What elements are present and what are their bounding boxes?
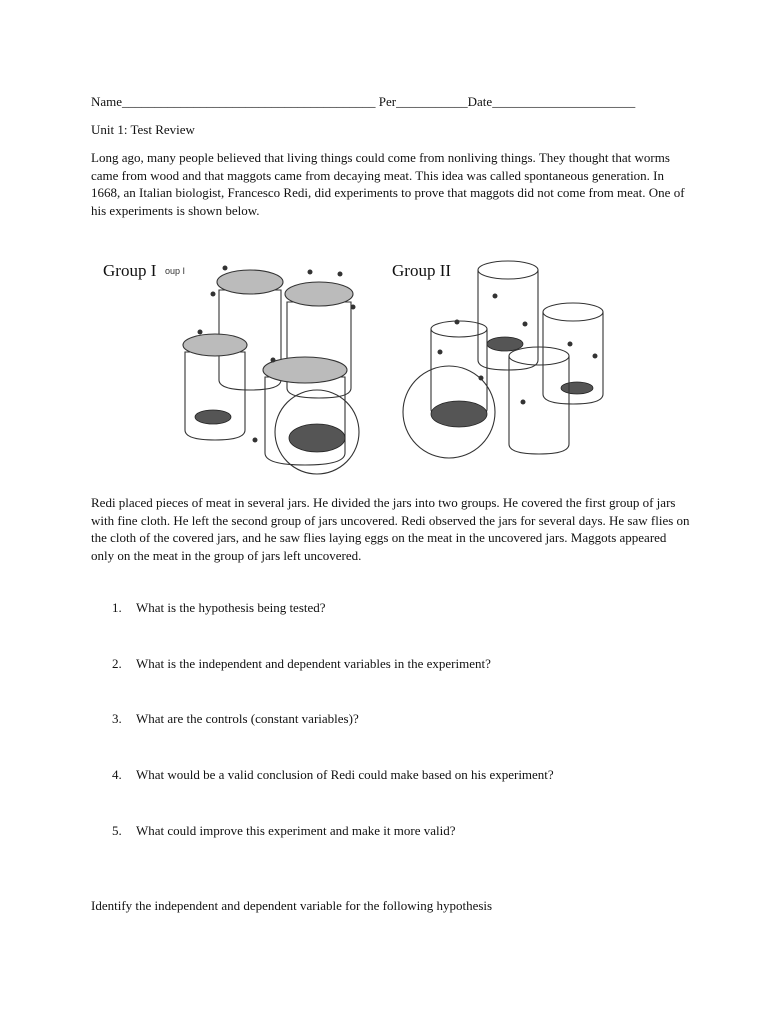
group1-label: Group I bbox=[103, 261, 157, 280]
per-blank[interactable]: ___________ bbox=[396, 94, 468, 109]
question-item bbox=[112, 767, 554, 823]
question-text: What is the hypothesis being tested? bbox=[136, 600, 326, 615]
question-number: 3. bbox=[112, 711, 122, 727]
per-label: Per bbox=[378, 94, 397, 109]
group1-stray-label: oup I bbox=[165, 266, 186, 276]
question-item bbox=[112, 656, 554, 712]
name-label: Name bbox=[91, 94, 123, 109]
question-item bbox=[112, 711, 554, 767]
question-list bbox=[112, 600, 554, 878]
question-item bbox=[112, 823, 554, 879]
date-blank[interactable]: ______________________ bbox=[492, 94, 636, 109]
redi-experiment-figure bbox=[95, 252, 695, 477]
question-number: 2. bbox=[112, 655, 122, 671]
intro-paragraph: Long ago, many people believed that living things could come from nonliving things. They thought that worms came from wood and that maggots came from decaying meat. This idea was called spontaneous generation. In 1668, an Italian biologist, Francesco Redi, did experiments to prove that maggots did not come from meat. One of his experiments is shown below. bbox=[91, 150, 685, 218]
question-item bbox=[112, 600, 554, 656]
question-text: What are the controls (constant variables)? bbox=[136, 711, 359, 727]
group2-label: Group II bbox=[392, 261, 452, 280]
header-line bbox=[91, 94, 635, 110]
question-text: What could improve this experiment and make it more valid? bbox=[136, 822, 456, 838]
group1-jars bbox=[183, 266, 359, 475]
question-number: 1. bbox=[112, 600, 122, 615]
unit-title: Unit 1: Test Review bbox=[91, 122, 195, 137]
question-text: What is the independent and dependent variables in the experiment? bbox=[136, 655, 491, 671]
name-blank[interactable]: _______________________________________ bbox=[122, 94, 376, 109]
group2-jars bbox=[403, 261, 603, 458]
question-number: 5. bbox=[112, 822, 122, 838]
date-label: Date bbox=[467, 94, 493, 109]
body-paragraph: Redi placed pieces of meat in several jars. He divided the jars into two groups. He covered the first group of jars with fine cloth. He left the second group of jars uncovered. Redi observed the jars for several days. He saw flies on the cloth of the covered jars, and he saw flies laying eggs on the meat in the uncovered jars. Maggots appeared only on the meat in the group of jars left uncovered. bbox=[91, 495, 690, 563]
question-number: 4. bbox=[112, 767, 122, 783]
closing-instruction: Identify the independent and dependent variable for the following hypothesis bbox=[91, 898, 493, 913]
question-text: What would be a valid conclusion of Redi could make based on his experiment? bbox=[136, 767, 554, 783]
